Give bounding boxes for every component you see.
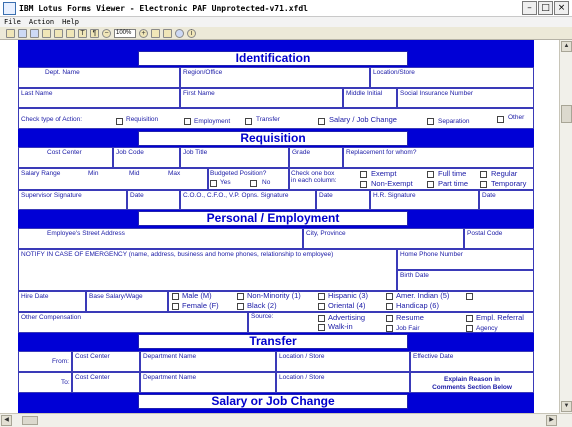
- job-fair-checkbox[interactable]: [386, 325, 393, 332]
- salary-max-label: Max: [168, 170, 181, 177]
- salary-min-label: Min: [88, 170, 99, 177]
- agency-checkbox[interactable]: [466, 325, 473, 332]
- advertising-label: Advertising: [328, 313, 366, 322]
- regular-label: Regular: [491, 169, 518, 178]
- toolbar: [0, 27, 572, 40]
- save-icon[interactable]: [18, 29, 27, 38]
- postal-code-field[interactable]: Postal Code: [464, 228, 534, 249]
- explain-reason-note: Explain Reason in Comments Section Below: [410, 372, 534, 393]
- non-exempt-checkbox[interactable]: [360, 181, 367, 188]
- salary-header: Salary or Job Change: [138, 394, 408, 409]
- req-job-title-field[interactable]: Job Title: [180, 147, 289, 168]
- scroll-right-icon[interactable]: ▶: [546, 415, 557, 426]
- source-label: Source:: [251, 313, 274, 320]
- budgeted-label: Budgeted Position?: [210, 170, 267, 177]
- to-dept-name-field[interactable]: Department Name: [140, 372, 276, 393]
- transfer-label: Transfer: [256, 116, 280, 123]
- oriental-checkbox[interactable]: [318, 303, 325, 310]
- budgeted-yes-checkbox[interactable]: [210, 180, 217, 187]
- scroll-down-icon[interactable]: ▼: [561, 401, 572, 412]
- budgeted-no-label: No: [262, 179, 271, 186]
- print-preview-icon[interactable]: [54, 29, 63, 38]
- black-checkbox[interactable]: [237, 303, 244, 310]
- coo-signature-field[interactable]: C.O.O., C.F.O., V.P. Opns. Signature: [180, 190, 316, 210]
- to-label: To:: [61, 379, 70, 386]
- personal-header: Personal / Employment: [138, 211, 408, 226]
- zoom-out-icon[interactable]: −: [102, 29, 111, 38]
- from-cost-center-field[interactable]: Cost Center: [72, 351, 140, 372]
- regular-checkbox[interactable]: [480, 171, 487, 178]
- salary-job-change-label: Salary / Job Change: [329, 115, 397, 124]
- top-band: [18, 40, 534, 49]
- menu-file[interactable]: File: [4, 18, 21, 26]
- from-label: From:: [52, 358, 69, 365]
- minimize-button[interactable]: –: [522, 1, 537, 15]
- horizontal-scroll-thumb[interactable]: [22, 416, 38, 425]
- amer-indian-checkbox[interactable]: [386, 293, 393, 300]
- from-location-field[interactable]: Location / Store: [276, 351, 410, 372]
- transfer-header: Transfer: [138, 334, 408, 349]
- req-replacement-field[interactable]: Replacement for whom?: [343, 147, 534, 168]
- info-icon[interactable]: i: [187, 29, 196, 38]
- non-minority-checkbox[interactable]: [237, 293, 244, 300]
- temporary-label: Temporary: [491, 179, 527, 188]
- other-checkbox[interactable]: [497, 116, 504, 123]
- male-checkbox[interactable]: [172, 293, 179, 300]
- close-button[interactable]: ×: [554, 1, 569, 15]
- resume-checkbox[interactable]: [386, 315, 393, 322]
- to-cost-center-field[interactable]: Cost Center: [72, 372, 140, 393]
- hispanic-label: Hispanic (3): [328, 291, 369, 300]
- amer-indian-label: Amer. Indian (5): [396, 291, 450, 300]
- male-label: Male (M): [182, 291, 212, 300]
- req-job-code-field[interactable]: Job Code: [113, 147, 180, 168]
- scroll-left-icon[interactable]: ◀: [1, 415, 12, 426]
- hr-signature-field[interactable]: H.R. Signature: [370, 190, 479, 210]
- zoom-select[interactable]: 100%: [114, 29, 136, 38]
- each-column-label: in each column:: [291, 177, 337, 184]
- black-label: Black (2): [247, 301, 277, 310]
- sin-field[interactable]: Social Insurance Number: [397, 88, 534, 108]
- transfer-checkbox[interactable]: [245, 118, 252, 125]
- from-dept-name-field[interactable]: Department Name: [140, 351, 276, 372]
- agency-label: Agency: [476, 325, 498, 332]
- advertising-checkbox[interactable]: [318, 315, 325, 322]
- app-icon: [3, 2, 16, 15]
- job-fair-label: Job Fair: [396, 325, 420, 332]
- check-one-label: Check one box: [291, 170, 335, 177]
- handicap-label: Handicap (6): [396, 301, 439, 310]
- part-time-checkbox[interactable]: [427, 181, 434, 188]
- maximize-button[interactable]: □: [538, 1, 553, 15]
- budgeted-yes-label: Yes: [220, 179, 231, 186]
- full-time-checkbox[interactable]: [427, 171, 434, 178]
- birth-date-field[interactable]: Birth Date: [397, 270, 534, 291]
- handicap-checkbox[interactable]: [386, 303, 393, 310]
- requisition-header: Requisition: [138, 131, 408, 146]
- city-province-field[interactable]: City, Province: [303, 228, 464, 249]
- non-minority-label: Non-Minority (1): [247, 291, 301, 300]
- action-label: Check type of Action:: [21, 116, 83, 123]
- separation-checkbox[interactable]: [427, 118, 434, 125]
- female-label: Female (F): [182, 301, 219, 310]
- part-time-label: Part time: [438, 179, 469, 188]
- globe-icon[interactable]: [175, 29, 184, 38]
- employment-label: Employment: [194, 118, 231, 125]
- walk-in-checkbox[interactable]: [318, 324, 325, 331]
- budgeted-no-checkbox[interactable]: [250, 180, 257, 187]
- menu-action[interactable]: Action: [28, 18, 55, 26]
- separation-label: Separation: [438, 118, 470, 125]
- location-store-field[interactable]: Location/Store: [370, 67, 534, 88]
- temporary-checkbox[interactable]: [480, 181, 487, 188]
- salary-range-label: Salary Range: [21, 170, 61, 177]
- home-phone-field[interactable]: Home Phone Number: [397, 249, 534, 270]
- menu-help[interactable]: Help: [62, 18, 80, 26]
- walk-in-label: Walk-in: [328, 322, 353, 331]
- form-document: [0, 40, 559, 413]
- oriental-label: Oriental (4): [328, 301, 366, 310]
- page-icon[interactable]: [151, 29, 160, 38]
- requisition-label: Requisition: [126, 116, 159, 123]
- save-as-icon[interactable]: [30, 29, 39, 38]
- first-name-field[interactable]: First Name: [180, 88, 343, 108]
- req-cost-center-field[interactable]: Cost Center: [18, 147, 113, 168]
- coo-date-field[interactable]: Date: [316, 190, 370, 210]
- other-compensation-field[interactable]: Other Compensation: [18, 312, 248, 333]
- full-time-label: Full time: [438, 169, 467, 178]
- properties-icon[interactable]: [66, 29, 75, 38]
- text-icon[interactable]: T: [78, 29, 87, 38]
- resume-label: Resume: [396, 313, 424, 322]
- dept-name-field[interactable]: Dept. Name: [18, 67, 180, 88]
- menu-bar: [0, 17, 572, 27]
- effective-date-field[interactable]: Effective Date: [410, 351, 534, 372]
- req-grade-field[interactable]: Grade: [289, 147, 343, 168]
- vertical-scrollbar[interactable]: [559, 40, 572, 413]
- base-salary-field[interactable]: Base Salary/Wage: [86, 291, 168, 312]
- zoom-in-icon[interactable]: +: [139, 29, 148, 38]
- print-icon[interactable]: [42, 29, 51, 38]
- hire-date-field[interactable]: Hire Date: [18, 291, 86, 312]
- scroll-up-icon[interactable]: ▲: [561, 41, 572, 52]
- hr-date-field[interactable]: Date: [479, 190, 534, 210]
- employment-checkbox[interactable]: [184, 118, 191, 125]
- empl-referral-checkbox[interactable]: [466, 315, 473, 322]
- female-checkbox[interactable]: [172, 303, 179, 310]
- requisition-checkbox[interactable]: [116, 118, 123, 125]
- title-bar: [0, 0, 572, 17]
- region-office-field[interactable]: Region/Office: [180, 67, 370, 88]
- paragraph-icon[interactable]: ¶: [90, 29, 99, 38]
- salary-mid-label: Mid: [129, 170, 140, 177]
- to-location-field[interactable]: Location / Store: [276, 372, 410, 393]
- signature-icon[interactable]: [163, 29, 172, 38]
- other-label: Other: [508, 114, 525, 121]
- salary-job-change-checkbox[interactable]: [318, 118, 325, 125]
- supervisor-date-field[interactable]: Date: [127, 190, 180, 210]
- open-icon[interactable]: [6, 29, 15, 38]
- exempt-checkbox[interactable]: [360, 171, 367, 178]
- hispanic-checkbox[interactable]: [318, 293, 325, 300]
- emergency-contact-field[interactable]: NOTIFY IN CASE OF EMERGENCY (name, address, business and home phones, relationship to employee): [18, 249, 397, 291]
- window-title: IBM Lotus Forms Viewer - Electronic PAF Unprotected-v71.xfdl: [19, 3, 308, 13]
- horizontal-scrollbar[interactable]: [0, 413, 572, 427]
- vertical-scroll-thumb[interactable]: [561, 105, 572, 123]
- exempt-label: Exempt: [371, 169, 397, 178]
- empl-referral-label: Empl. Referral: [476, 313, 524, 322]
- identification-header: Identification: [138, 51, 408, 66]
- street-address-field[interactable]: Employee's Street Address: [18, 228, 303, 249]
- middle-initial-field[interactable]: Middle Initial: [343, 88, 397, 108]
- non-exempt-label: Non-Exempt: [371, 179, 413, 188]
- supervisor-signature-field[interactable]: Supervisor Signature: [18, 190, 127, 210]
- extra-checkbox[interactable]: [466, 293, 473, 300]
- last-name-field[interactable]: Last Name: [18, 88, 180, 108]
